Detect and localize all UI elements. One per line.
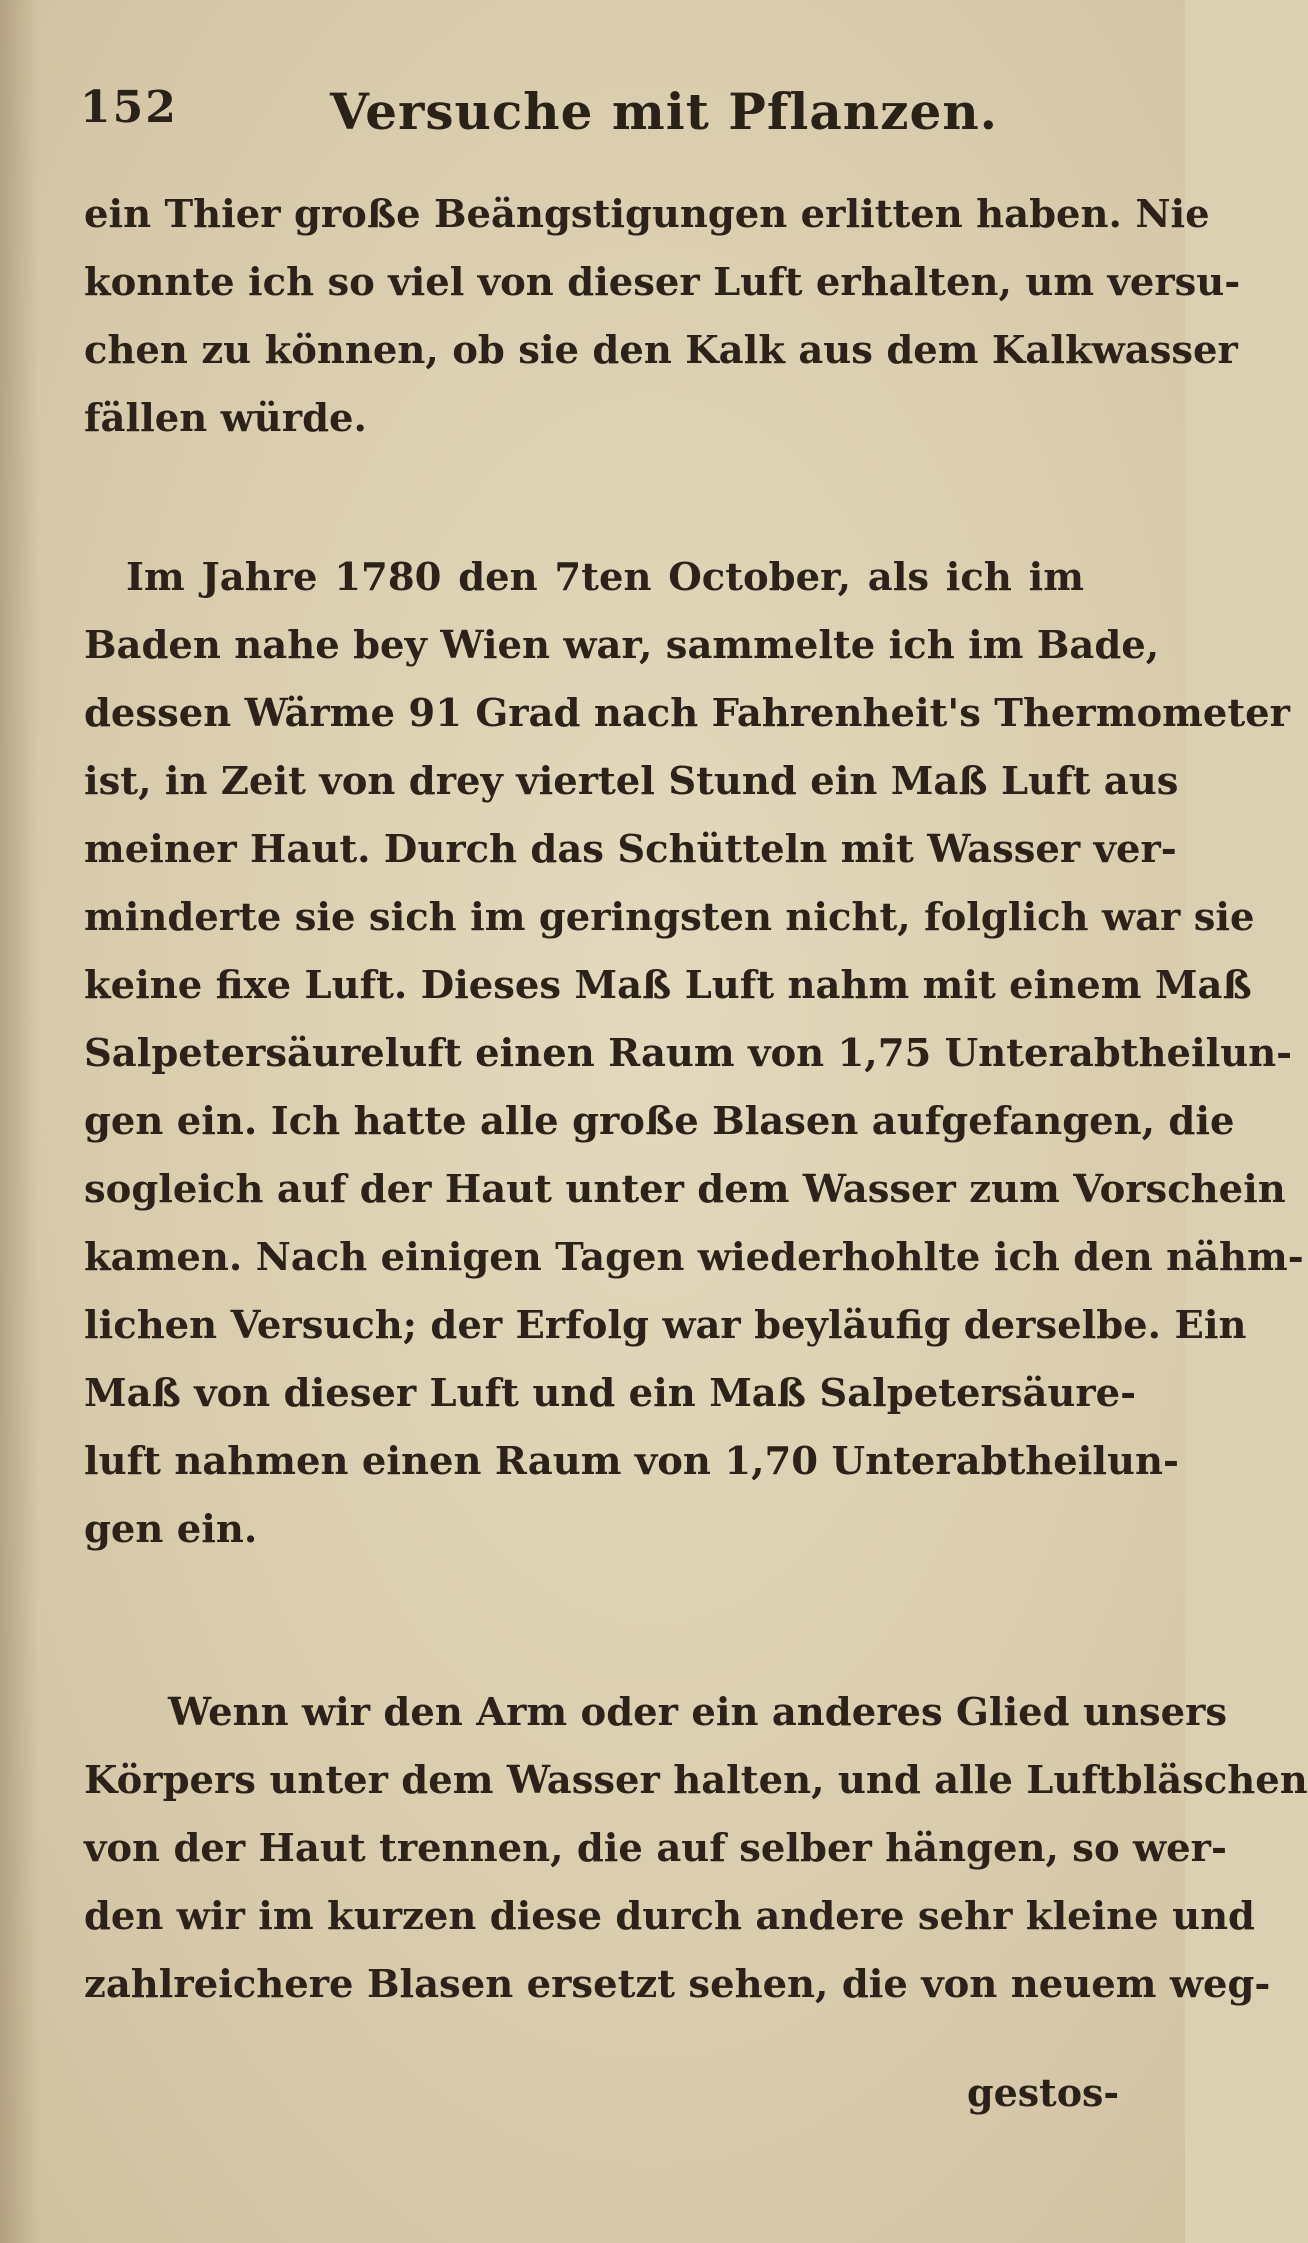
text-line: Salpetersäureluft einen Raum von 1,75 Unterabtheilun-: [84, 1031, 1293, 1076]
text-line: ist, in Zeit von drey viertel Stund ein Maß Luft aus: [84, 759, 1179, 804]
text-line: keine fixe Luft. Dieses Maß Luft nahm mit einem Maß: [84, 963, 1252, 1008]
text-line: dessen Wärme 91 Grad nach Fahrenheit's Thermometer: [84, 691, 1290, 736]
text-line: kamen. Nach einigen Tagen wiederhohlte ich den nähm-: [84, 1235, 1304, 1280]
text-line: sogleich auf der Haut unter dem Wasser zum Vorschein: [84, 1167, 1286, 1212]
text-line: gen ein. Ich hatte alle große Blasen aufgefangen, die: [84, 1099, 1235, 1144]
page-gutter-shadow: [0, 0, 40, 2243]
text-line: fällen würde.: [84, 396, 367, 441]
text-line: zahlreichere Blasen ersetzt sehen, die von neuem weg-: [84, 1962, 1271, 2007]
text-line: Im Jahre 1780 den 7ten October, als ich im: [126, 555, 1084, 600]
catchword: gestos-: [967, 2070, 1120, 2115]
text-line: minderte sie sich im geringsten nicht, folglich war sie: [84, 895, 1255, 940]
text-line: gen ein.: [84, 1507, 258, 1552]
text-line: von der Haut trennen, die auf selber hängen, so wer-: [84, 1826, 1227, 1871]
text-line: den wir im kurzen diese durch andere sehr kleine und: [84, 1894, 1255, 1939]
text-line: chen zu können, ob sie den Kalk aus dem Kalkwasser: [84, 328, 1238, 373]
running-title: Versuche mit Pflanzen.: [330, 82, 999, 141]
text-line: Baden nahe bey Wien war, sammelte ich im Bade,: [84, 623, 1160, 668]
page-header: [80, 82, 1100, 152]
text-line: Körpers unter dem Wasser halten, und alle Luftbläschen: [84, 1758, 1308, 1803]
text-line: Maß von dieser Luft und ein Maß Salpetersäure-: [84, 1371, 1137, 1416]
text-line: ein Thier große Beängstigungen erlitten haben. Nie: [84, 192, 1210, 237]
text-line: Wenn wir den Arm oder ein anderes Glied unsers: [168, 1690, 1228, 1735]
page-number: 152: [80, 82, 178, 133]
text-line: meiner Haut. Durch das Schütteln mit Wasser ver-: [84, 827, 1177, 872]
text-line: luft nahmen einen Raum von 1,70 Unterabtheilun-: [84, 1439, 1179, 1484]
text-line: lichen Versuch; der Erfolg war beyläufig derselbe. Ein: [84, 1303, 1247, 1348]
text-line: konnte ich so viel von dieser Luft erhalten, um versu-: [84, 260, 1241, 305]
